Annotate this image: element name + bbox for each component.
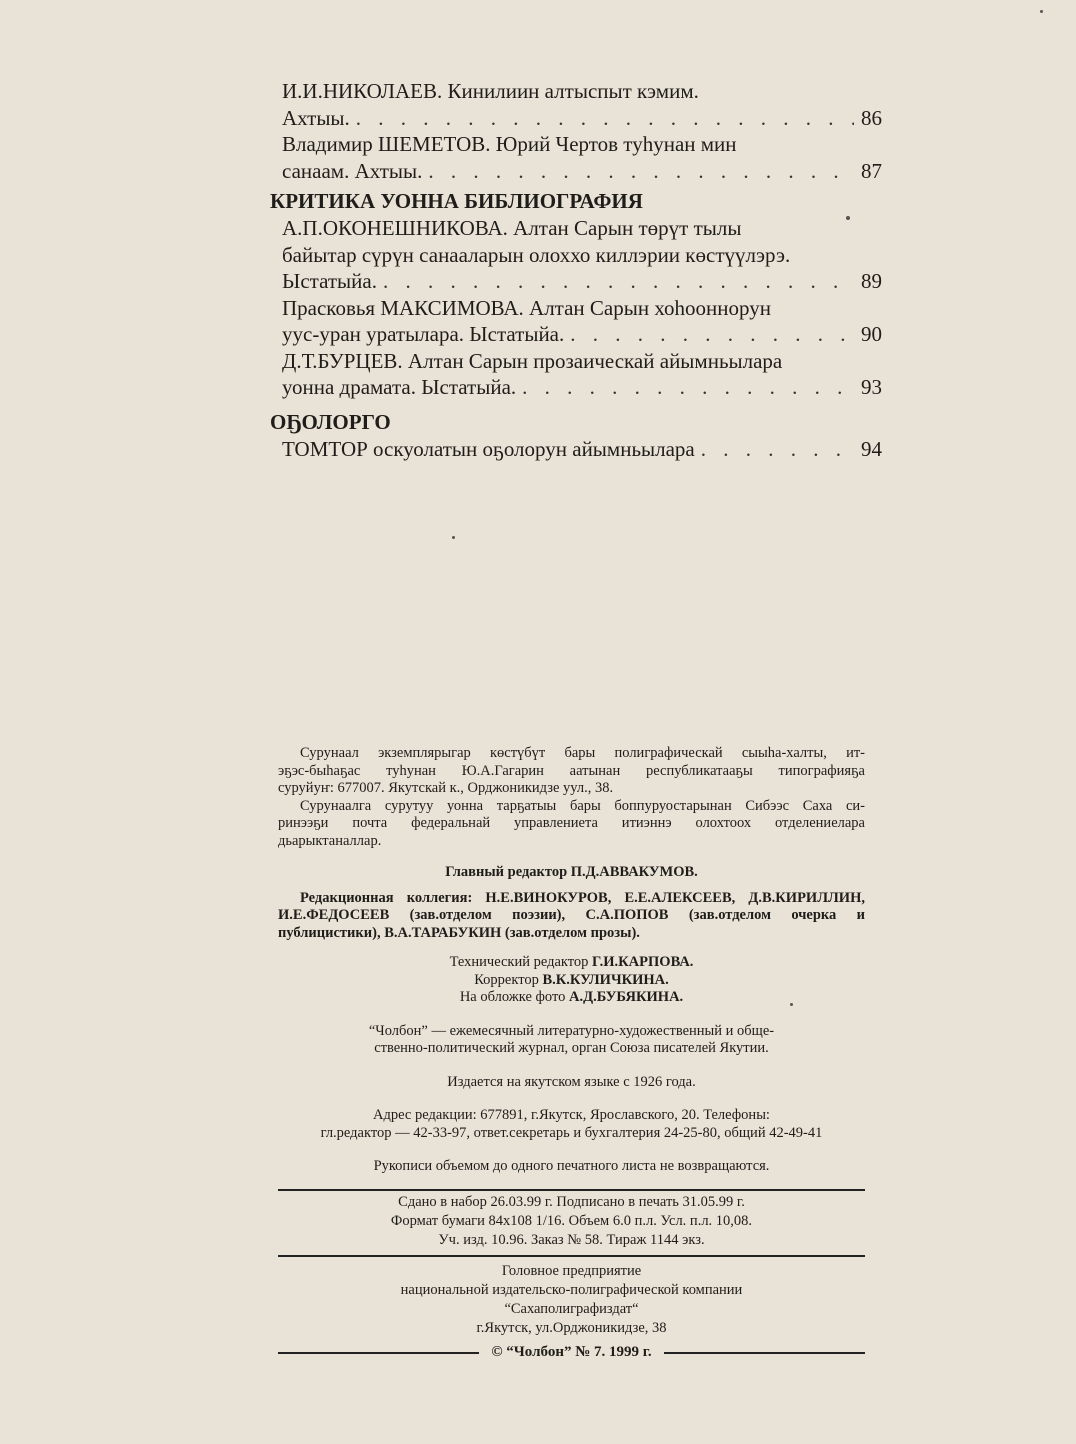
printing-details: Сдано в набор 26.03.99 г. Подписано в печать 31.05.99 г. Формат бумаги 84x108 1/16. Объем 6.0 п.л. Усл. п.л. 10,08. Уч. изд. 10.96. Заказ № 58. Тираж 1144 экз. [390, 1194, 753, 1248]
dot-leader [701, 436, 854, 463]
journal-description: “Чолбон” — ежемесячный литературно-художественный и обще- ственно-политический журнал, орган Союза писателей Якутии. [368, 1022, 775, 1056]
toc-entry [282, 436, 882, 463]
dot-leader [428, 158, 854, 185]
divider [278, 1189, 865, 1191]
toc-entry-text: уонна драмата. Ыстатыйа. [282, 375, 517, 399]
toc-page-number: 93 [861, 375, 882, 399]
scan-speck [452, 536, 455, 539]
copyright-line [278, 1344, 865, 1361]
divider [278, 1255, 865, 1257]
dot-leader [570, 321, 854, 348]
toc-entry-text: Ахтыы. [282, 105, 350, 130]
cover-photo-credit: На обложке фото А.Д.БУБЯКИНА. [459, 989, 684, 1005]
toc-section-heading: КРИТИКА УОННА БИБЛИОГРАФИЯ [270, 189, 643, 213]
proofreader: Корректор В.К.КУЛИЧКИНА. [474, 971, 669, 988]
dot-leader [522, 374, 854, 401]
imprint-block [278, 745, 865, 1176]
toc-entry-text: санаам. Ахтыы. [282, 158, 423, 183]
toc-entry [282, 348, 882, 401]
toc-entry [282, 295, 882, 348]
subscription-notice: Сурунаалга сурутуу уонна тарҕатыы бары боппуруостарынан Сибээс Саха си- ринээҕи почта федеральнай управлениета итиэннэ олохтоох отделениелара дьарыктаналлар. [278, 797, 865, 849]
copyright-text: © “Чолбон” № 7. 1999 г. [491, 1344, 652, 1360]
editorial-board: Редакционная коллегия: Н.Е.ВИНОКУРОВ, Е.Е.АЛЕКСЕЕВ, Д.В.КИРИЛЛИН, И.Е.ФЕДОСЕЕВ (зав.отделом поэзии), С.А.ПОПОВ (зав.отделом очерка и публицистики), В.А.ТАРАБУКИН (зав.отделом прозы). [278, 889, 865, 941]
toc-entry-text: ТОМТОР оскуолатын оҕолорун айымньылара [282, 436, 695, 461]
toc-section-heading: ОҔОЛОРГО [270, 409, 391, 434]
publication-language: Издается на якутском языке с 1926 года. [447, 1073, 696, 1090]
toc-entry [282, 215, 882, 295]
toc-entry-title: А.П.ОКОНЕШНИКОВА. Алтан Сарын төрүт тылы [282, 216, 742, 240]
technical-editor: Технический редактор Г.И.КАРПОВА. [449, 954, 694, 970]
scan-speck [1040, 10, 1043, 13]
dot-leader [383, 268, 854, 295]
correction-notice: Сурунаал экземплярыгар көстүбүт бары полиграфическай сыыһа-халты, ит- эҕэс-быһаҕас туһунан Ю.А.Гагарин аатынан республикатааҕы типографияҕа суруйуҥ: 677007. Якутскай к., Орджоникидзе уул., 38. [278, 745, 865, 796]
toc-entry-title: Владимир ШЕМЕТОВ. Юрий Чертов туһунан мин [282, 132, 737, 156]
divider [664, 1352, 865, 1354]
dot-leader [356, 105, 854, 132]
toc-entry-title: Прасковья МАКСИМОВА. Алтан Сарын хоһооннорун [282, 295, 771, 320]
toc-entry [282, 78, 882, 131]
toc-page-number: 86 [861, 105, 882, 130]
manuscript-notice: Рукописи объемом до одного печатного листа не возвращаются. [373, 1158, 770, 1174]
toc-page-number: 90 [861, 322, 882, 346]
toc-entry-text: уус-уран уратылара. Ыстатыйа. [282, 322, 565, 346]
toc-entry-title: байытар сүрүн санааларын олоххо киллэрии көстүүлэрэ. [282, 242, 791, 267]
toc-entry-text: Ыстатыйа. [282, 269, 377, 293]
toc-entry [282, 131, 882, 184]
toc-page-number: 89 [861, 269, 882, 293]
table-of-contents [270, 78, 882, 462]
editorial-address: Адрес редакции: 677891, г.Якутск, Ярославского, 20. Телефоны: гл.редактор — 42-33-97, ответ.секретарь и бухгалтерия 24-25-80, общий 42-49-41 [320, 1107, 823, 1141]
scan-speck [846, 216, 850, 220]
toc-page-number: 87 [861, 158, 882, 183]
publisher-info: Головное предприятие национальной издательско-полиграфической компании “Сахаполиграфиздат“ г.Якутск, ул.Орджоникидзе, 38 [400, 1263, 743, 1336]
divider [278, 1352, 479, 1354]
chief-editor: Главный редактор П.Д.АВВАКУМОВ. [445, 864, 698, 880]
scan-speck [790, 1003, 793, 1006]
toc-entry-title: И.И.НИКОЛАЕВ. Кинилиин алтыспыт кэмим. [282, 79, 699, 103]
toc-page-number: 94 [861, 436, 882, 461]
toc-entry-title: Д.Т.БУРЦЕВ. Алтан Сарын прозаическай айымньылара [282, 348, 783, 373]
